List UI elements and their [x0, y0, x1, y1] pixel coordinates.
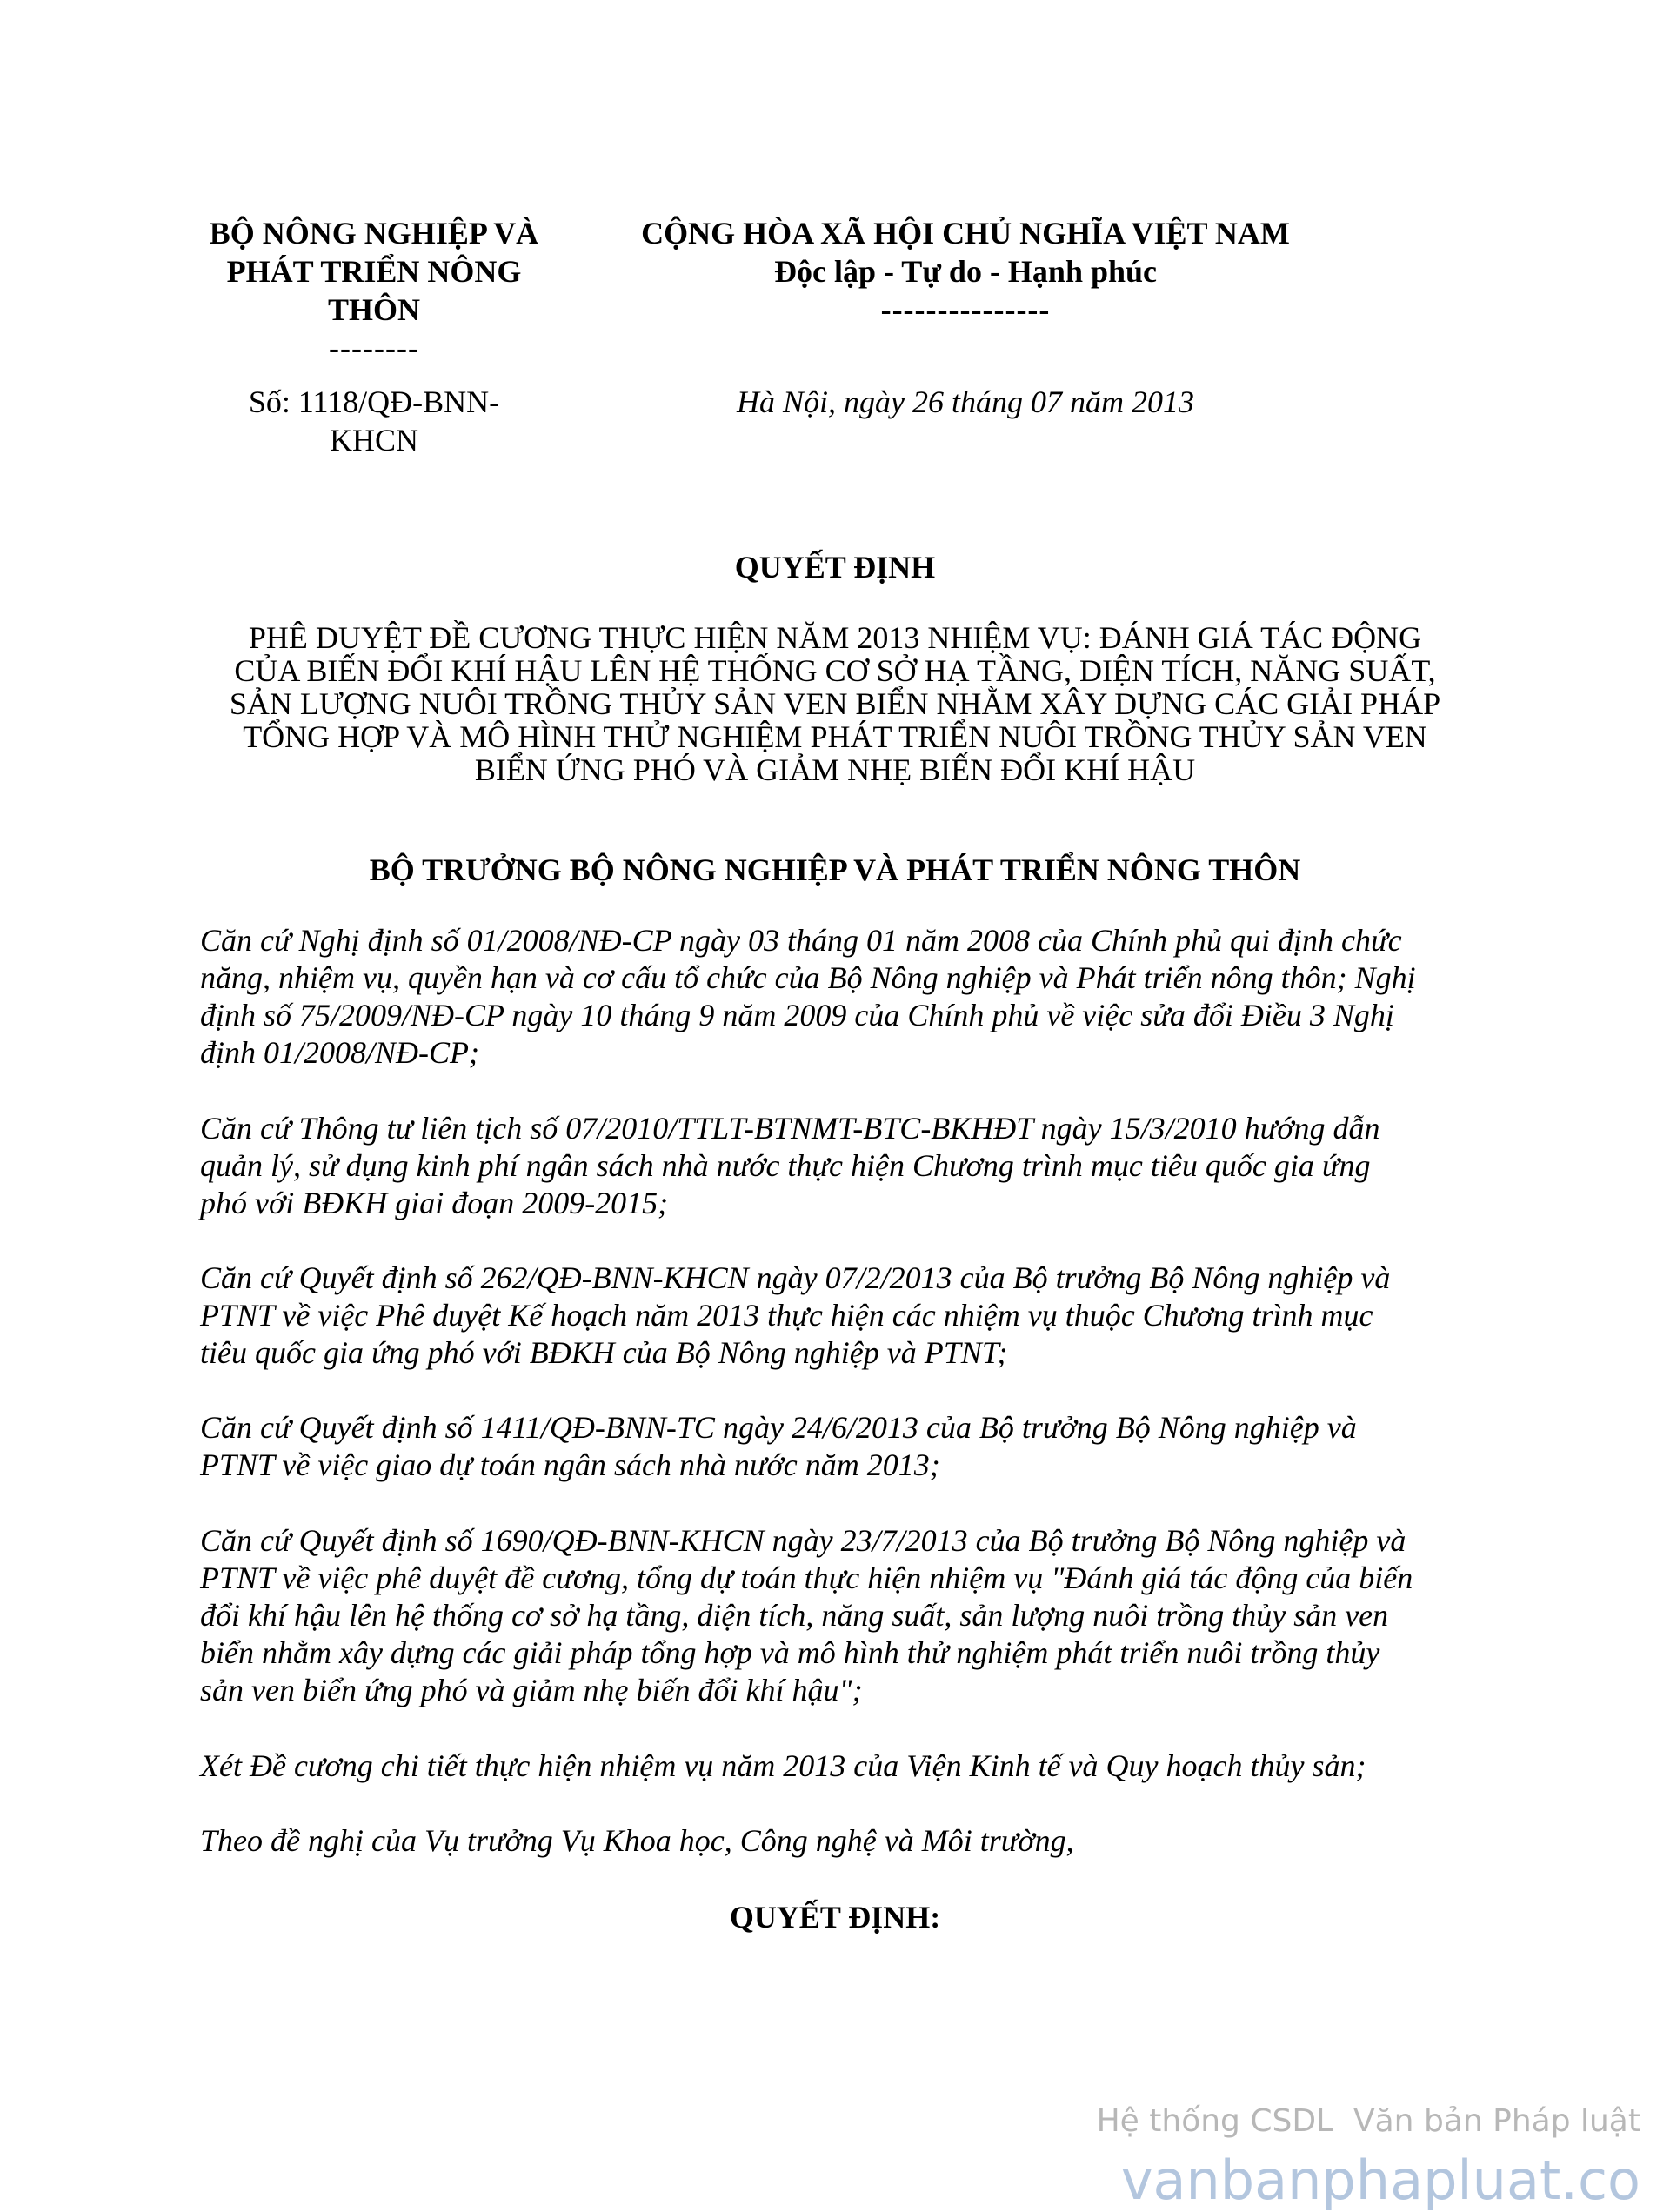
document-subject: [200, 621, 1470, 786]
paragraph-line: tiêu quốc gia ứng phó với BĐKH của Bộ Nông nghiệp và PTNT;: [200, 1335, 1008, 1370]
paragraph-line: Căn cứ Quyết định số 1411/QĐ-BNN-TC ngày 24/6/2013 của Bộ trưởng Bộ Nông nghiệp và: [200, 1410, 1357, 1445]
watermark-caption: Hệ thống CSDL Văn bản Pháp luật: [1096, 2103, 1640, 2139]
paragraph-line: đổi khí hậu lên hệ thống cơ sở hạ tầng, diện tích, năng suất, sản lượng nuôi trồng thủy sản ven: [200, 1598, 1389, 1633]
subject-line: PHÊ DUYỆT ĐỀ CƯƠNG THỰC HIỆN NĂM 2013 NHIỆM VỤ: ĐÁNH GIÁ TÁC ĐỘNG: [248, 620, 1422, 655]
decision-heading: QUYẾT ĐỊNH:: [729, 1900, 941, 1935]
paragraph-line: PTNT về việc giao dự toán ngân sách nhà nước năm 2013;: [200, 1447, 940, 1482]
paragraph-line: Căn cứ Quyết định số 262/QĐ-BNN-KHCN ngày 07/2/2013 của Bộ trưởng Bộ Nông nghiệp và: [200, 1260, 1391, 1295]
document-number: [187, 383, 561, 459]
legal-basis-paragraph: [200, 922, 1470, 1072]
paragraph-line: Căn cứ Quyết định số 1690/QĐ-BNN-KHCN ngày 23/7/2013 của Bộ trưởng Bộ Nông nghiệp và: [200, 1523, 1406, 1558]
document-number-line: KHCN: [329, 423, 418, 458]
subject-line: BIỂN ỨNG PHÓ VÀ GIẢM NHẸ BIẾN ĐỔI KHÍ HẬU: [474, 752, 1196, 787]
issuing-authority: [187, 214, 561, 367]
paragraph-line: phó với BĐKH giai đoạn 2009-2015;: [200, 1186, 669, 1220]
watermark-site: vanbanphapluat.co: [1120, 2149, 1640, 2212]
paragraph-line: PTNT về việc phê duyệt đề cương, tổng dự toán thực hiện nhiệm vụ "Đánh giá tác động của biến: [200, 1560, 1413, 1595]
paragraph-line: PTNT về việc Phê duyệt Kế hoạch năm 2013 thực hiện các nhiệm vụ thuộc Chương trình mục: [200, 1298, 1373, 1333]
issuing-authority-line: THÔN: [327, 292, 420, 327]
legal-basis-paragraph: [200, 1409, 1470, 1484]
paragraph-line: biển nhằm xây dựng các giải pháp tổng hợp và mô hình thử nghiệm phát triển nuôi trồng thủy: [200, 1635, 1380, 1670]
legal-basis-paragraph: [200, 1110, 1470, 1222]
authority-divider: --------: [329, 331, 419, 365]
national-header: [583, 214, 1348, 329]
motto-divider: ---------------: [880, 292, 1051, 327]
place-date: Hà Nội, ngày 26 tháng 07 năm 2013: [737, 384, 1194, 419]
issuing-authority-line: PHÁT TRIỂN NÔNG: [226, 254, 522, 289]
paragraph-line: Xét Đề cương chi tiết thực hiện nhiệm vụ năm 2013 của Viện Kinh tế và Quy hoạch thủy sản;: [200, 1748, 1366, 1783]
country-name: CỘNG HÒA XÃ HỘI CHỦ NGHĨA VIỆT NAM: [641, 216, 1290, 251]
subject-line: SẢN LƯỢNG NUÔI TRỒNG THỦY SẢN VEN BIỂN NHẰM XÂY DỰNG CÁC GIẢI PHÁP: [229, 686, 1441, 721]
signing-authority: BỘ TRƯỞNG BỘ NÔNG NGHIỆP VÀ PHÁT TRIỂN NÔNG THÔN: [369, 852, 1301, 887]
paragraph-line: Theo đề nghị của Vụ trưởng Vụ Khoa học, Công nghệ và Môi trường,: [200, 1823, 1074, 1858]
document-number-line: Số: 1118/QĐ-BNN-: [248, 384, 500, 419]
issuing-authority-line: BỘ NÔNG NGHIỆP VÀ: [209, 216, 539, 251]
subject-line: TỔNG HỢP VÀ MÔ HÌNH THỬ NGHIỆM PHÁT TRIỂN NUÔI TRỒNG THỦY SẢN VEN: [243, 719, 1427, 754]
paragraph-line: sản ven biển ứng phó và giảm nhẹ biến đổi khí hậu";: [200, 1673, 863, 1707]
consideration-paragraph: [200, 1748, 1470, 1785]
paragraph-line: định 01/2008/NĐ-CP;: [200, 1035, 479, 1070]
legal-basis-paragraph: [200, 1260, 1470, 1372]
proposal-paragraph: [200, 1822, 1470, 1860]
document-title: QUYẾT ĐỊNH: [734, 550, 936, 585]
subject-line: CỦA BIẾN ĐỔI KHÍ HẬU LÊN HỆ THỐNG CƠ SỞ HẠ TẦNG, DIỆN TÍCH, NĂNG SUẤT,: [234, 653, 1436, 688]
paragraph-line: định số 75/2009/NĐ-CP ngày 10 tháng 9 năm 2009 của Chính phủ về việc sửa đổi Điều 3 Nghị: [200, 998, 1394, 1032]
paragraph-line: quản lý, sử dụng kinh phí ngân sách nhà nước thực hiện Chương trình mục tiêu quốc gia ứng: [200, 1148, 1371, 1183]
national-motto: Độc lập - Tự do - Hạnh phúc: [773, 254, 1158, 289]
paragraph-line: Căn cứ Nghị định số 01/2008/NĐ-CP ngày 03 tháng 01 năm 2008 của Chính phủ qui định chức: [200, 923, 1402, 958]
legal-basis-paragraph: [200, 1522, 1470, 1709]
paragraph-line: Căn cứ Thông tư liên tịch số 07/2010/TTLT-BTNMT-BTC-BKHĐT ngày 15/3/2010 hướng dẫn: [200, 1111, 1380, 1146]
paragraph-line: năng, nhiệm vụ, quyền hạn và cơ cấu tổ chức của Bộ Nông nghiệp và Phát triển nông thôn; Nghị: [200, 960, 1416, 995]
